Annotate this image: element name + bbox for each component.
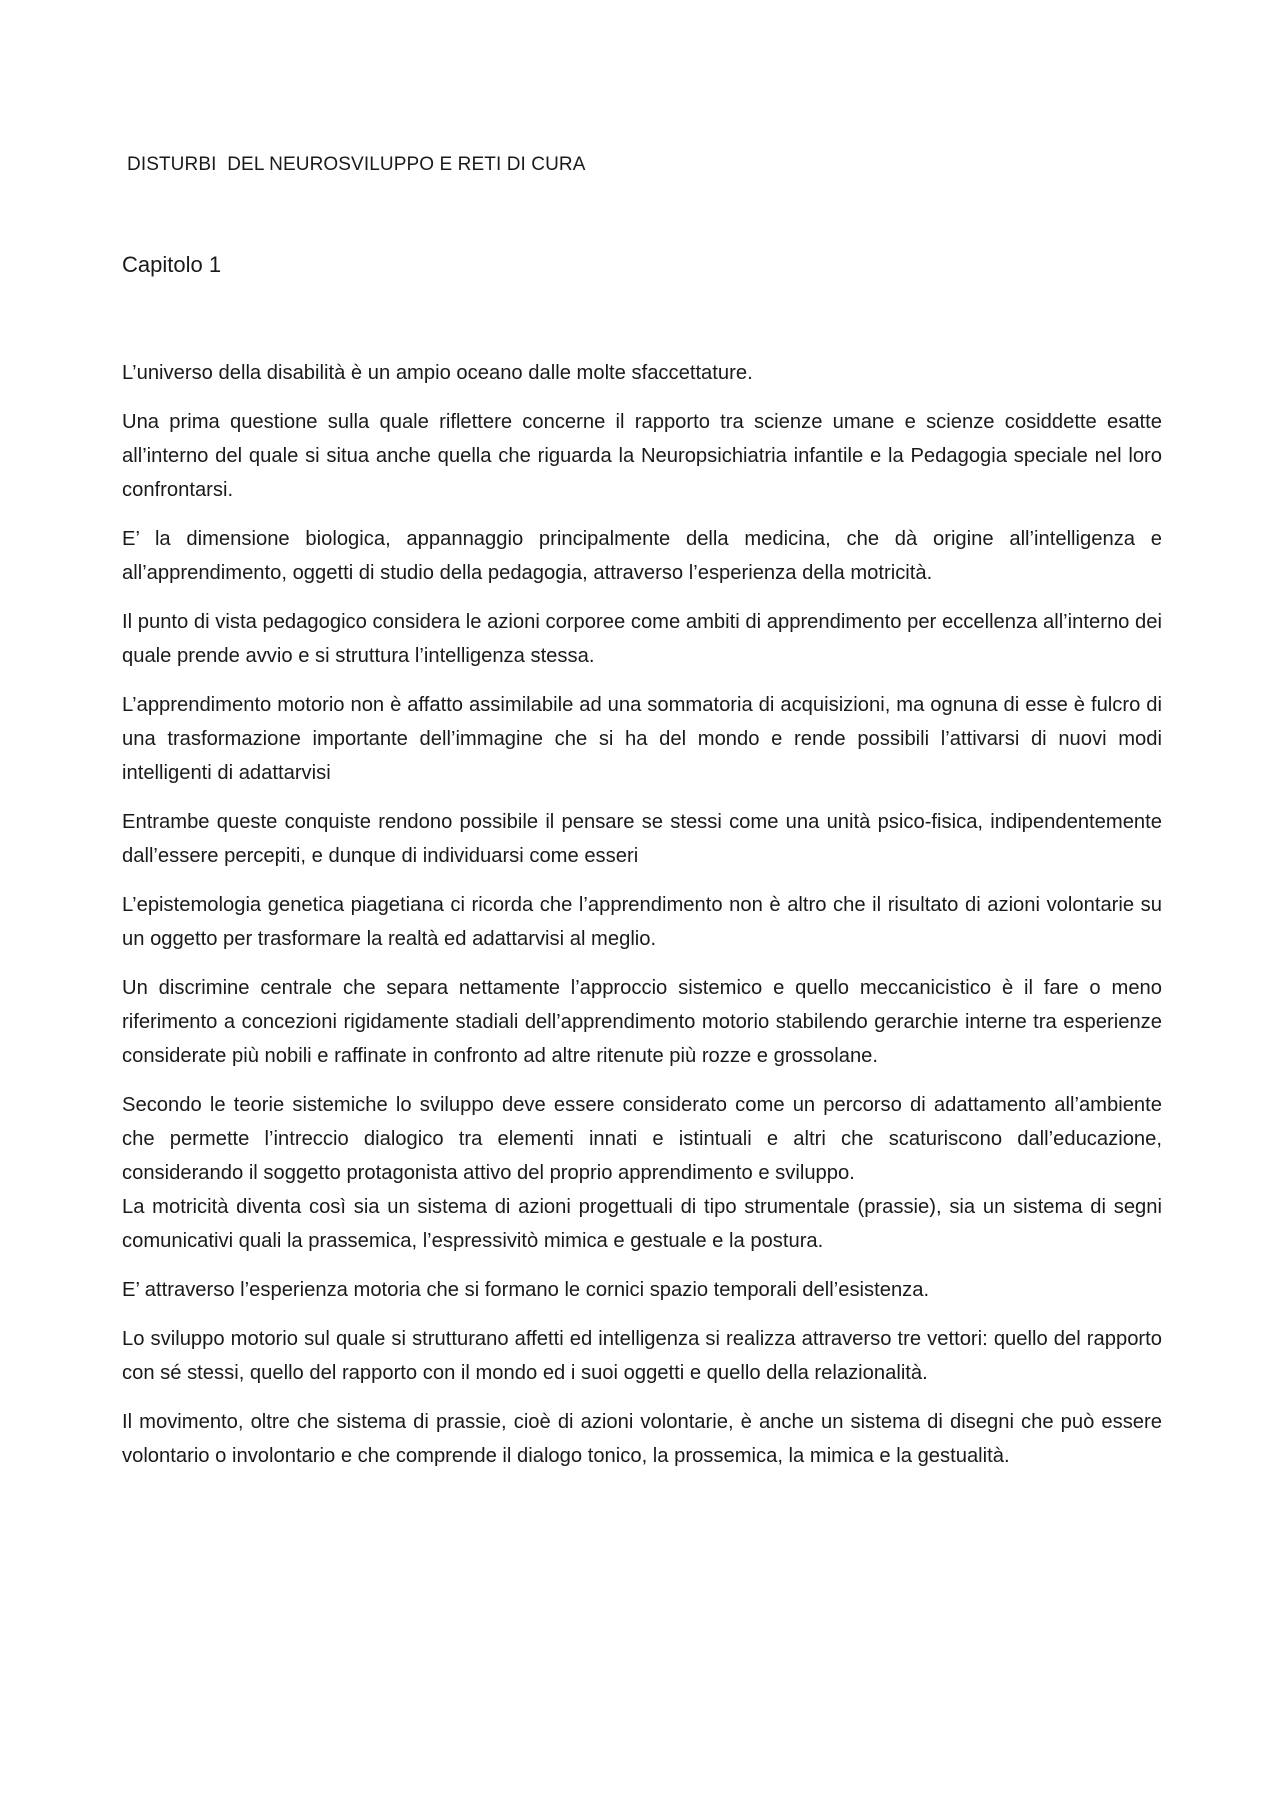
document-title: DISTURBI DEL NEUROSVILUPPO E RETI DI CURA	[127, 154, 586, 175]
paragraph: La motricità diventa così sia un sistema di azioni progettuali di tipo strumentale (prassie), sia un sistema di segni comunicativi quali la prassemica, l’espressivitò mimica e gestuale e la postura.	[122, 1196, 1162, 1252]
paragraph: Lo sviluppo motorio sul quale si strutturano affetti ed intelligenza si realizza attraverso tre vettori: quello del rapporto con sé stessi, quello del rapporto con il mondo ed i suoi oggetti e quello della relazionalità.	[122, 1328, 1162, 1384]
paragraph: Un discrimine centrale che separa nettamente l’approccio sistemico e quello meccanicistico è il fare o meno riferimento a concezioni rigidamente stadiali dell’apprendimento motorio stabilendo gerarchie interne tra esperienze considerate più nobili e raffinate in confronto ad altre ritenute più rozze e grossolane.	[122, 977, 1162, 1067]
paragraph: L’universo della disabilità è un ampio oceano dalle molte sfaccettature.	[122, 362, 753, 384]
paragraph: E’ la dimensione biologica, appannaggio principalmente della medicina, che dà origine all’intelligenza e all’apprendimento, oggetti di studio della pedagogia, attraverso l’esperienza della motricità.	[122, 528, 1162, 584]
paragraph: Entrambe queste conquiste rendono possibile il pensare se stessi come una unità psico-fisica, indipendentemente dall’essere percepiti, e dunque di individuarsi come esseri	[122, 811, 1162, 867]
paragraph: L’apprendimento motorio non è affatto assimilabile ad una sommatoria di acquisizioni, ma ognuna di esse è fulcro di una trasformazione importante dell’immagine che si ha del mondo e rende possibili l’attivarsi di nuovi modi intelligenti di adattarvisi	[122, 694, 1162, 784]
paragraph: E’ attraverso l’esperienza motoria che si formano le cornici spazio temporali dell’esistenza.	[122, 1279, 930, 1301]
paragraph: Secondo le teorie sistemiche lo sviluppo deve essere considerato come un percorso di adattamento all’ambiente che permette l’intreccio dialogico tra elementi innati e istintuali e altri che scaturiscono dall’educazione, considerando il soggetto protagonista attivo del proprio apprendimento e sviluppo.	[122, 1094, 1162, 1184]
chapter-heading: Capitolo 1	[122, 252, 222, 277]
paragraph: Una prima questione sulla quale riflettere concerne il rapporto tra scienze umane e scienze cosiddette esatte all’interno del quale si situa anche quella che riguarda la Neuropsichiatria infantile e la Pedagogia speciale nel loro confrontarsi.	[122, 411, 1162, 501]
paragraph: Il punto di vista pedagogico considera le azioni corporee come ambiti di apprendimento per eccellenza all’interno dei quale prende avvio e si struttura l’intelligenza stessa.	[122, 611, 1162, 667]
document-body	[122, 356, 1162, 1488]
paragraph: Il movimento, oltre che sistema di prassie, cioè di azioni volontarie, è anche un sistema di disegni che può essere volontario o involontario e che comprende il dialogo tonico, la prossemica, la mimica e la gestualità.	[122, 1411, 1162, 1467]
paragraph: L’epistemologia genetica piagetiana ci ricorda che l’apprendimento non è altro che il risultato di azioni volontarie su un oggetto per trasformare la realtà ed adattarvisi al meglio.	[122, 894, 1162, 950]
